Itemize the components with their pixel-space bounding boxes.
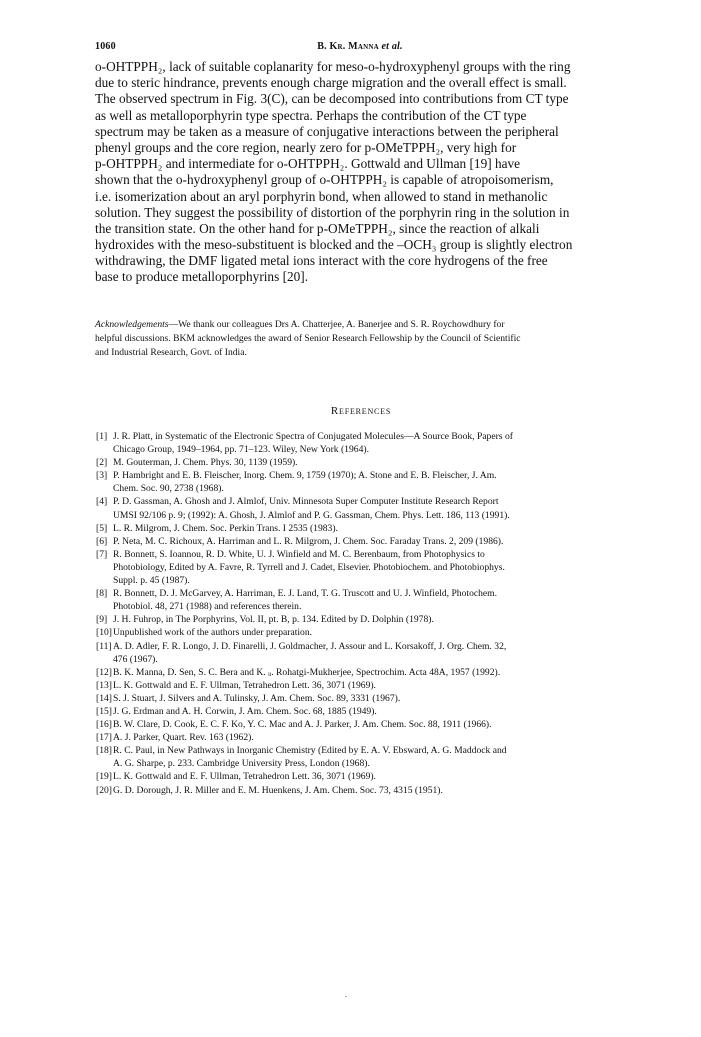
reference-text [113, 535, 628, 548]
reference-number: [3] [96, 470, 108, 482]
references-list [96, 430, 628, 797]
page-number: 1060 [95, 41, 116, 52]
reference-number: [19] [96, 771, 112, 783]
reference-line: G. D. Dorough, J. R. Miller and E. M. Huenkens, J. Am. Chem. Soc. 73, 4315 (1951). [113, 784, 443, 796]
body-line: The observed spectrum in Fig. 3(C), can be decomposed into contributions from CT type [95, 91, 569, 107]
reference-text [113, 522, 628, 535]
reference-item [96, 456, 628, 469]
reference-line: 476 (1967). [113, 653, 158, 665]
body-line: i.e. isomerization about an aryl porphyrin bond, when allowed to stand in methanolic [95, 188, 548, 204]
reference-line: L. K. Gottwald and E. F. Ullman, Tetrahedron Lett. 36, 3071 (1969). [113, 771, 376, 783]
body-line: p-OHTPPH₂ and intermediate for o-OHTPPH₂. Gottwald and Ullman [19] have [95, 156, 521, 172]
acknowledgements-line: and Industrial Research, Govt. of India. [95, 347, 247, 358]
reference-item [96, 626, 628, 639]
reference-text [113, 587, 628, 613]
reference-line: L. K. Gottwald and E. F. Ullman, Tetrahedron Lett. 36, 3071 (1969). [113, 679, 376, 691]
reference-line: P. D. Gassman, A. Ghosh and J. Almlof, Univ. Minnesota Super Computer Institute Research Report [113, 496, 499, 508]
reference-line: S. J. Stuart, J. Silvers and A. Tulinsky, J. Am. Chem. Soc. 89, 3331 (1967). [113, 692, 401, 704]
scan-mark [345, 996, 347, 997]
reference-line: Photobiology, Edited by A. Favre, R. Tyrrell and J. Cadet, Elsevier. Photobiochem. and Photobiophys. [113, 561, 505, 573]
body-line: base to produce metalloporphyrins [20]. [95, 269, 309, 285]
reference-number: [11] [96, 640, 112, 652]
reference-text [113, 613, 628, 626]
reference-item [96, 744, 628, 770]
body-line: o-OHTPPH₂, lack of suitable coplanarity for meso-o-hydroxyphenyl groups with the ring [95, 59, 571, 74]
reference-line: B. K. Manna, D. Sen, S. C. Bera and K. ᵢᵢ. Rohatgi-Mukherjee, Spectrochim. Acta 48A, 1957 (1992). [113, 666, 501, 678]
reference-text [113, 469, 628, 495]
reference-line: Chem. Soc. 90, 2738 (1968). [113, 483, 224, 495]
reference-line: Unpublished work of the authors under preparation. [113, 627, 313, 639]
reference-line: R. Bonnett, D. J. McGarvey, A. Harriman, E. J. Land, T. G. Truscott and U. J. Winfield, Photochem. [113, 588, 498, 600]
reference-item [96, 705, 628, 718]
reference-item [96, 640, 628, 666]
reference-text [113, 495, 628, 521]
body-line: the transition state. On the other hand for p-OMeTPPH₂, since the reaction of alkali [95, 220, 540, 236]
body-line: shown that the o-hydroxyphenyl group of o-OHTPPH₂ is capable of atropoisomerism, [95, 172, 554, 188]
reference-item [96, 731, 628, 744]
acknowledgements-line: helpful discussions. BKM acknowledges the award of Senior Research Fellowship by the Council of Scientific [95, 333, 521, 344]
reference-line: Chicago Group, 1949–1964, pp. 71–123. Wiley, New York (1964). [113, 444, 369, 456]
reference-text [113, 679, 628, 692]
reference-number: [2] [96, 457, 108, 469]
reference-line: Photobiol. 48, 271 (1988) and references therein. [113, 601, 302, 613]
reference-item [96, 679, 628, 692]
body-line: as well as metalloporphyrin type spectra. Perhaps the contribution of the CT type [95, 107, 527, 123]
reference-number: [12] [96, 666, 112, 678]
reference-item [96, 784, 628, 797]
body-line: due to steric hindrance, prevents enough charge migration and the overall effect is small. [95, 75, 567, 91]
reference-line: A. G. Sharpe, p. 233. Cambridge University Press, London (1968). [113, 758, 370, 770]
reference-number: [20] [96, 784, 112, 796]
reference-item [96, 666, 628, 679]
reference-text [113, 744, 628, 770]
reference-line: Suppl. p. 45 (1987). [113, 575, 190, 587]
reference-line: R. Bonnett, S. Ioannou, R. D. White, U. J. Winfield and M. C. Berenbaum, from Photophysics to [113, 548, 485, 560]
reference-number: [18] [96, 745, 112, 757]
reference-number: [4] [96, 496, 108, 508]
reference-item [96, 613, 628, 626]
reference-number: [1] [96, 431, 108, 442]
reference-item [96, 535, 628, 548]
reference-text [113, 784, 628, 797]
reference-line: J. G. Erdman and A. H. Corwin, J. Am. Chem. Soc. 68, 1885 (1949). [113, 705, 377, 717]
reference-line: P. Neta, M. C. Richoux, A. Harriman and L. R. Milgrom, J. Chem. Soc. Faraday Trans. 2, 209 (1986). [113, 535, 504, 547]
reference-text [113, 456, 628, 469]
reference-text [113, 430, 628, 456]
reference-text [113, 692, 628, 705]
reference-line: J. R. Platt, in Systematic of the Electronic Spectra of Conjugated Molecules—A Source Book, Papers of [113, 431, 513, 442]
acknowledgements [95, 318, 627, 360]
body-line: hydroxides with the meso-substituent is blocked and the –OCH₃ group is slightly electron [95, 237, 573, 253]
reference-line: L. R. Milgrom, J. Chem. Soc. Perkin Trans. I 2535 (1983). [113, 522, 338, 534]
reference-text [113, 626, 628, 639]
reference-line: M. Gouterman, J. Chem. Phys. 30, 1139 (1959). [113, 457, 298, 469]
reference-number: [17] [96, 732, 112, 744]
reference-text [113, 548, 628, 587]
reference-text [113, 718, 628, 731]
reference-text [113, 666, 628, 679]
reference-number: [5] [96, 522, 108, 534]
reference-number: [10] [96, 627, 112, 639]
reference-number: [13] [96, 679, 112, 691]
reference-text [113, 770, 628, 783]
reference-text [113, 731, 628, 744]
reference-item [96, 495, 628, 521]
running-head: B. Kr. Manna et al. [317, 41, 403, 52]
reference-number: [9] [96, 614, 108, 626]
reference-item [96, 770, 628, 783]
body-line: withdrawing, the DMF ligated metal ions interact with the core hydrogens of the free [95, 253, 548, 269]
reference-number: [14] [96, 692, 112, 704]
body-line: phenyl groups and the core region, nearly zero for p-OMeTPPH₂, very high for [95, 139, 517, 155]
reference-line: R. C. Paul, in New Pathways in Inorganic Chemistry (Edited by E. A. V. Ebsward, A. G. Maddock and [113, 745, 507, 757]
reference-line: A. D. Adler, F. R. Longo, J. D. Finarelli, J. Goldmacher, J. Assour and L. Korsakoff, J. Org. Chem. 32, [113, 640, 507, 652]
references-heading: References [330, 405, 392, 417]
reference-number: [15] [96, 705, 112, 717]
reference-text [113, 640, 628, 666]
acknowledgements-label: Acknowledgements [95, 319, 169, 330]
body-line: solution. They suggest the possibility of distortion of the porphyrin ring in the solution in [95, 204, 570, 220]
reference-number: [7] [96, 548, 108, 560]
reference-item [96, 692, 628, 705]
reference-item [96, 548, 628, 587]
reference-text [113, 705, 628, 718]
reference-item [96, 718, 628, 731]
reference-number: [6] [96, 535, 108, 547]
reference-item [96, 430, 628, 456]
reference-number: [16] [96, 719, 112, 731]
reference-item [96, 587, 628, 613]
page-header [95, 41, 625, 55]
reference-number: [8] [96, 588, 108, 600]
acknowledgements-line: —We thank our colleagues Drs A. Chatterjee, A. Banerjee and S. R. Roychowdhury for [168, 319, 505, 330]
reference-line: B. W. Clare, D. Cook, E. C. F. Ko, Y. C. Mac and A. J. Parker, J. Am. Chem. Soc. 88, 1911 (1966). [113, 719, 492, 731]
reference-line: A. J. Parker, Quart. Rev. 163 (1962). [113, 732, 254, 744]
reference-item [96, 522, 628, 535]
body-line: spectrum may be taken as a measure of conjugative interactions between the peripheral [95, 123, 559, 139]
reference-line: UMSI 92/106 p. 9; (1992): A. Ghosh, J. Almlof and P. G. Gassman, Chem. Phys. Lett. 186, 113 (1991). [113, 509, 510, 521]
body-paragraph [95, 59, 626, 286]
reference-item [96, 469, 628, 495]
reference-line: P. Hambright and E. B. Fleischer, Inorg. Chem. 9, 1759 (1970); A. Stone and E. B. Fleischer, J. Am. [113, 470, 497, 482]
reference-line: J. H. Fuhrop, in The Porphyrins, Vol. II, pt. B, p. 134. Edited by D. Dolphin (1978). [113, 614, 434, 626]
